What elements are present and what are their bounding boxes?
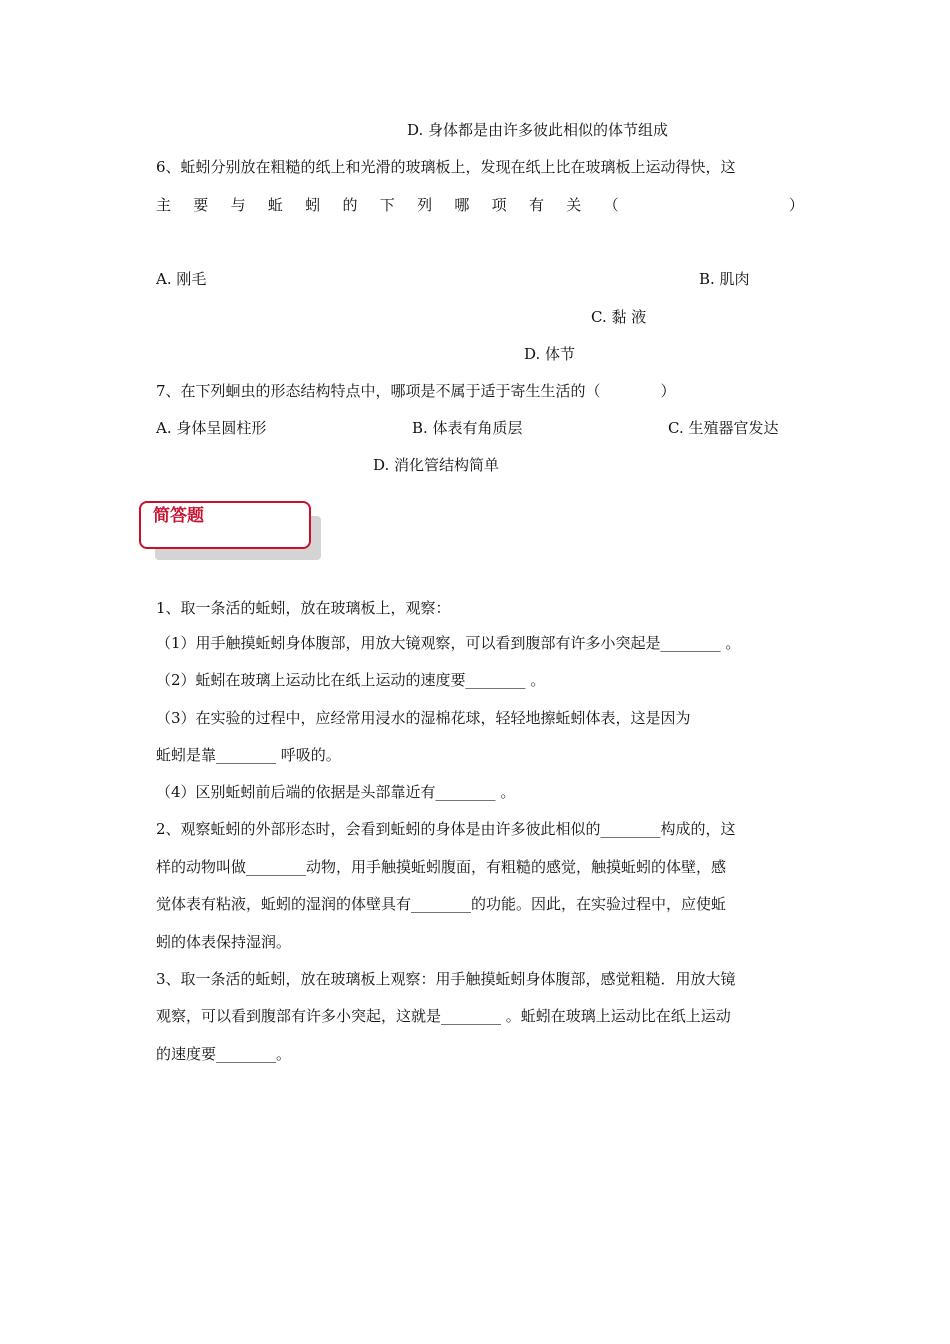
q7-option-c: C. 生殖器官发达	[668, 419, 779, 437]
q6-option-b: B. 肌肉	[699, 270, 750, 288]
q6-close-paren: ）	[788, 196, 804, 214]
q6-char: 关	[566, 196, 582, 214]
q6-char: 列	[417, 196, 433, 214]
sa1-part4: （4）区别蚯蚓前后端的依据是头部靠近有________ 。	[156, 783, 516, 801]
sa1-part3-line2: 蚯蚓是靠________ 呼吸的。	[156, 746, 341, 764]
q7-option-b: B. 体表有角质层	[412, 419, 523, 437]
q7-option-d: D. 消化管结构简单	[373, 456, 500, 474]
sa1-part3-line1: （3）在实验的过程中，应经常用浸水的湿棉花球，轻轻地擦蚯蚓体表，这是因为	[156, 709, 691, 727]
q6-option-d: D. 体节	[524, 345, 576, 363]
sa2-line2: 样的动物叫做________动物，用手触摸蚯蚓腹面，有粗糙的感觉，触摸蚯蚓的体壁，感	[156, 858, 727, 876]
sa1-part1: （1）用手触摸蚯蚓身体腹部，用放大镜观察，可以看到腹部有许多小突起是________ 。	[156, 634, 741, 652]
q6-char: 下	[379, 196, 395, 214]
sa1-part2: （2）蚯蚓在玻璃上运动比在纸上运动的速度要________ 。	[156, 671, 546, 689]
q6-option-c: C. 黏 液	[591, 308, 647, 326]
q6-option-a: A. 刚毛	[156, 270, 207, 288]
q6-char: 项	[491, 196, 507, 214]
q6-char: 与	[230, 196, 246, 214]
q6-char: 蚓	[305, 196, 321, 214]
sa1-stem: 1、取一条活的蚯蚓，放在玻璃板上，观察：	[156, 599, 451, 617]
q6-stem-line2	[156, 195, 804, 215]
sa3-line1: 3、取一条活的蚯蚓，放在玻璃板上观察：用手触摸蚯蚓身体腹部，感觉粗糙．用放大镜	[156, 970, 736, 988]
q5-option-d: D. 身体都是由许多彼此相似的体节组成	[407, 121, 669, 139]
q6-stem-line1: 6、蚯蚓分别放在粗糙的纸上和光滑的玻璃板上，发现在纸上比在玻璃板上运动得快，这	[156, 158, 736, 176]
q6-char: 的	[342, 196, 358, 214]
sa2-line1: 2、观察蚯蚓的外部形态时，会看到蚯蚓的身体是由许多彼此相似的________构成的，这	[156, 820, 736, 838]
sa3-line3: 的速度要________。	[156, 1045, 292, 1063]
sa3-line2: 观察，可以看到腹部有许多小突起，这就是________ 。蚯蚓在玻璃上运动比在纸上运动	[156, 1007, 731, 1025]
q7-stem: 7、在下列蛔虫的形态结构特点中，哪项是不属于适于寄生生活的（ ）	[156, 382, 676, 400]
sa2-line3: 觉体表有粘液，蚯蚓的湿润的体壁具有________的功能。因此，在实验过程中，应使蚯	[156, 895, 727, 913]
q6-char: 蚯	[267, 196, 283, 214]
sa2-line4: 蚓的体表保持湿润。	[156, 933, 292, 951]
q6-char: 要	[193, 196, 209, 214]
q6-char: 有	[528, 196, 544, 214]
q6-open-paren: （	[603, 196, 619, 214]
q7-option-a: A. 身体呈圆柱形	[156, 419, 267, 437]
section-title: 简答题	[153, 506, 204, 526]
q6-char: 哪	[454, 196, 470, 214]
q6-char: 主	[156, 196, 172, 214]
